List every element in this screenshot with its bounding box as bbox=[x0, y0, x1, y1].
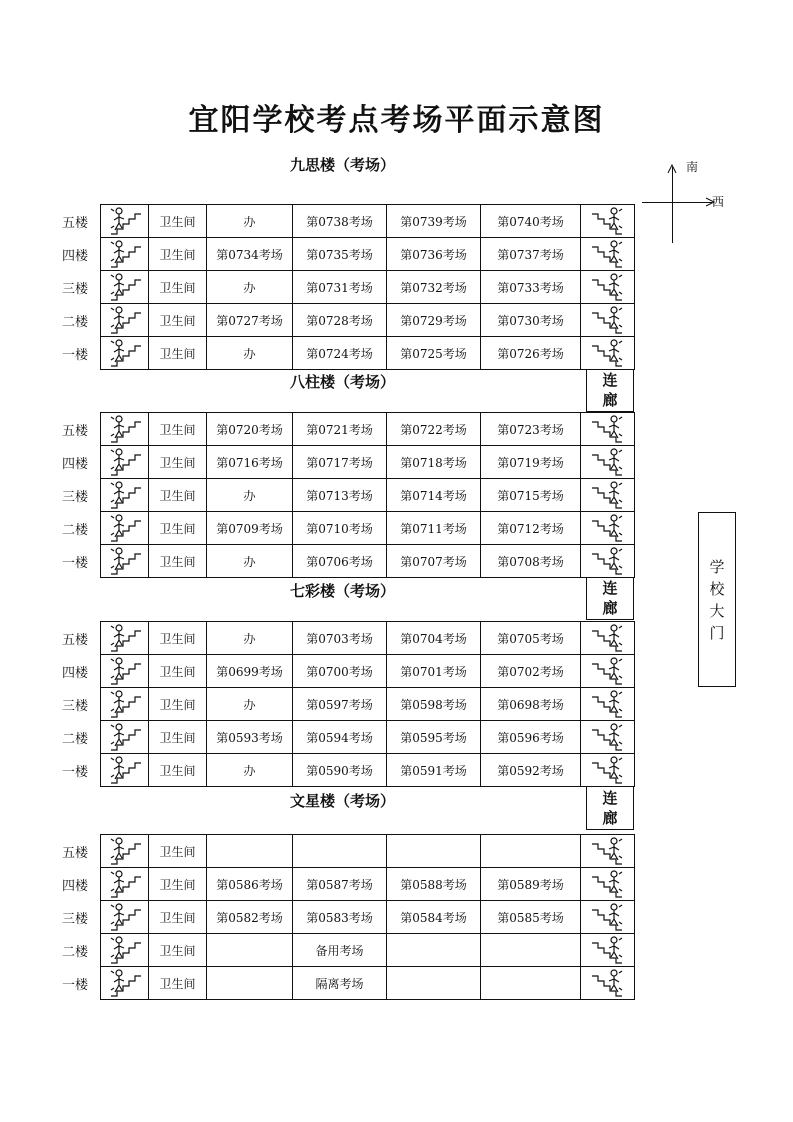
table-row bbox=[101, 337, 635, 370]
restroom-cell: 卫生间 bbox=[149, 868, 207, 901]
building-name: 八柱楼（考场） bbox=[289, 373, 395, 391]
room-cell: 办 bbox=[207, 205, 293, 238]
stairs-icon bbox=[581, 413, 635, 446]
room-cell: 第0701考场 bbox=[387, 655, 481, 688]
stairs-icon bbox=[581, 545, 635, 578]
floor-label: 五楼 bbox=[62, 424, 89, 439]
room-cell: 第0710考场 bbox=[293, 512, 387, 545]
room-cell: 第0584考场 bbox=[387, 901, 481, 934]
restroom-cell: 卫生间 bbox=[149, 337, 207, 370]
stairs-icon bbox=[581, 337, 635, 370]
stairs-icon bbox=[101, 337, 149, 370]
room-cell bbox=[481, 835, 581, 868]
room-cell: 第0585考场 bbox=[481, 901, 581, 934]
room-cell: 第0583考场 bbox=[293, 901, 387, 934]
stairs-icon bbox=[101, 754, 149, 787]
restroom-cell: 卫生间 bbox=[149, 479, 207, 512]
table-row bbox=[101, 205, 635, 238]
room-cell: 第0730考场 bbox=[481, 304, 581, 337]
room-cell: 第0589考场 bbox=[481, 868, 581, 901]
stairs-icon bbox=[101, 238, 149, 271]
restroom-cell: 卫生间 bbox=[149, 238, 207, 271]
table-row bbox=[101, 754, 635, 787]
room-cell: 第0586考场 bbox=[207, 868, 293, 901]
corridor-char: 廊 bbox=[602, 391, 618, 409]
stairs-icon bbox=[581, 512, 635, 545]
corridor-char: 廊 bbox=[602, 599, 618, 617]
room-cell: 第0725考场 bbox=[387, 337, 481, 370]
floor-label: 三楼 bbox=[62, 490, 89, 505]
stairs-icon bbox=[581, 721, 635, 754]
floor-label: 四楼 bbox=[62, 457, 89, 472]
floor-label: 五楼 bbox=[62, 633, 89, 648]
room-cell: 办 bbox=[207, 271, 293, 304]
room-cell: 第0707考场 bbox=[387, 545, 481, 578]
room-cell: 隔离考场 bbox=[293, 967, 387, 1000]
room-cell: 第0724考场 bbox=[293, 337, 387, 370]
floor-label: 四楼 bbox=[62, 879, 89, 894]
room-cell bbox=[387, 967, 481, 1000]
restroom-cell: 卫生间 bbox=[149, 413, 207, 446]
room-cell: 第0700考场 bbox=[293, 655, 387, 688]
restroom-cell: 卫生间 bbox=[149, 512, 207, 545]
room-cell: 第0736考场 bbox=[387, 238, 481, 271]
gate-char: 校 bbox=[709, 579, 725, 598]
table-row bbox=[101, 545, 635, 578]
stairs-icon bbox=[101, 721, 149, 754]
room-cell: 第0713考场 bbox=[293, 479, 387, 512]
room-cell: 第0711考场 bbox=[387, 512, 481, 545]
table-row bbox=[101, 446, 635, 479]
stairs-icon bbox=[581, 446, 635, 479]
table-row bbox=[101, 868, 635, 901]
room-cell: 第0591考场 bbox=[387, 754, 481, 787]
floor-label: 二楼 bbox=[62, 523, 89, 538]
room-cell bbox=[387, 835, 481, 868]
restroom-cell: 卫生间 bbox=[149, 205, 207, 238]
room-cell: 办 bbox=[207, 688, 293, 721]
stairs-icon bbox=[581, 754, 635, 787]
compass-east-label: 西 bbox=[712, 195, 725, 209]
stairs-icon bbox=[101, 479, 149, 512]
room-cell: 第0735考场 bbox=[293, 238, 387, 271]
room-cell: 第0709考场 bbox=[207, 512, 293, 545]
restroom-cell: 卫生间 bbox=[149, 271, 207, 304]
table-row bbox=[101, 967, 635, 1000]
stairs-icon bbox=[101, 835, 149, 868]
table-row bbox=[101, 901, 635, 934]
corridor-label bbox=[586, 577, 634, 620]
floor-label: 二楼 bbox=[62, 945, 89, 960]
stairs-icon bbox=[581, 205, 635, 238]
floor-label: 五楼 bbox=[62, 216, 89, 231]
room-cell: 办 bbox=[207, 622, 293, 655]
room-cell: 第0722考场 bbox=[387, 413, 481, 446]
floor-label: 四楼 bbox=[62, 249, 89, 264]
room-cell: 第0720考场 bbox=[207, 413, 293, 446]
room-cell: 第0739考场 bbox=[387, 205, 481, 238]
room-cell: 第0729考场 bbox=[387, 304, 481, 337]
corridor-label bbox=[586, 787, 634, 830]
restroom-cell: 卫生间 bbox=[149, 446, 207, 479]
room-cell: 第0718考场 bbox=[387, 446, 481, 479]
restroom-cell: 卫生间 bbox=[149, 967, 207, 1000]
room-cell: 备用考场 bbox=[293, 934, 387, 967]
compass-north-label: 南 bbox=[686, 160, 699, 174]
stairs-icon bbox=[101, 205, 149, 238]
restroom-cell: 卫生间 bbox=[149, 934, 207, 967]
stairs-icon bbox=[101, 304, 149, 337]
stairs-icon bbox=[581, 655, 635, 688]
building-floor-table bbox=[100, 621, 635, 787]
room-cell: 第0733考场 bbox=[481, 271, 581, 304]
restroom-cell: 卫生间 bbox=[149, 545, 207, 578]
room-cell bbox=[387, 934, 481, 967]
restroom-cell: 卫生间 bbox=[149, 754, 207, 787]
room-cell: 第0712考场 bbox=[481, 512, 581, 545]
building-name: 文星楼（考场） bbox=[289, 792, 395, 810]
stairs-icon bbox=[581, 479, 635, 512]
restroom-cell: 卫生间 bbox=[149, 622, 207, 655]
stairs-icon bbox=[101, 413, 149, 446]
gate-char: 大 bbox=[709, 601, 725, 620]
room-cell: 第0704考场 bbox=[387, 622, 481, 655]
room-cell: 第0732考场 bbox=[387, 271, 481, 304]
room-cell: 第0594考场 bbox=[293, 721, 387, 754]
restroom-cell: 卫生间 bbox=[149, 835, 207, 868]
floor-label: 一楼 bbox=[62, 765, 89, 780]
room-cell: 第0721考场 bbox=[293, 413, 387, 446]
room-cell: 办 bbox=[207, 754, 293, 787]
stairs-icon bbox=[581, 901, 635, 934]
room-cell: 第0719考场 bbox=[481, 446, 581, 479]
stairs-icon bbox=[101, 446, 149, 479]
room-cell: 第0593考场 bbox=[207, 721, 293, 754]
room-cell: 办 bbox=[207, 337, 293, 370]
floor-label: 四楼 bbox=[62, 666, 89, 681]
floor-label: 三楼 bbox=[62, 699, 89, 714]
room-cell: 第0731考场 bbox=[293, 271, 387, 304]
stairs-icon bbox=[101, 271, 149, 304]
school-gate bbox=[698, 512, 736, 687]
stairs-icon bbox=[581, 622, 635, 655]
page-title: 宜阳学校考点考场平面示意图 bbox=[188, 103, 605, 138]
table-row bbox=[101, 622, 635, 655]
table-row bbox=[101, 413, 635, 446]
room-cell: 第0702考场 bbox=[481, 655, 581, 688]
stairs-icon bbox=[101, 688, 149, 721]
stairs-icon bbox=[581, 835, 635, 868]
room-cell: 第0595考场 bbox=[387, 721, 481, 754]
room-cell: 第0592考场 bbox=[481, 754, 581, 787]
room-cell: 第0727考场 bbox=[207, 304, 293, 337]
room-cell: 第0708考场 bbox=[481, 545, 581, 578]
gate-char: 学 bbox=[709, 557, 725, 576]
building-floor-table bbox=[100, 834, 635, 1000]
room-cell: 第0737考场 bbox=[481, 238, 581, 271]
table-row bbox=[101, 655, 635, 688]
corridor-char: 廊 bbox=[602, 809, 618, 827]
table-row bbox=[101, 304, 635, 337]
room-cell: 第0596考场 bbox=[481, 721, 581, 754]
stairs-icon bbox=[581, 238, 635, 271]
room-cell: 第0590考场 bbox=[293, 754, 387, 787]
room-cell: 第0698考场 bbox=[481, 688, 581, 721]
stairs-icon bbox=[581, 934, 635, 967]
room-cell bbox=[481, 934, 581, 967]
stairs-icon bbox=[581, 271, 635, 304]
table-row bbox=[101, 238, 635, 271]
room-cell: 办 bbox=[207, 545, 293, 578]
stairs-icon bbox=[581, 967, 635, 1000]
compass bbox=[640, 155, 730, 245]
room-cell: 第0588考场 bbox=[387, 868, 481, 901]
stairs-icon bbox=[581, 688, 635, 721]
room-cell bbox=[207, 835, 293, 868]
building-floor-table bbox=[100, 412, 635, 578]
floor-label: 一楼 bbox=[62, 978, 89, 993]
room-cell: 第0714考场 bbox=[387, 479, 481, 512]
stairs-icon bbox=[101, 868, 149, 901]
building-name: 七彩楼（考场） bbox=[289, 582, 395, 600]
room-cell: 第0740考场 bbox=[481, 205, 581, 238]
room-cell: 第0705考场 bbox=[481, 622, 581, 655]
restroom-cell: 卫生间 bbox=[149, 688, 207, 721]
corridor-char: 连 bbox=[602, 579, 618, 597]
room-cell: 第0728考场 bbox=[293, 304, 387, 337]
room-cell: 第0726考场 bbox=[481, 337, 581, 370]
room-cell: 第0716考场 bbox=[207, 446, 293, 479]
room-cell bbox=[293, 835, 387, 868]
table-row bbox=[101, 721, 635, 754]
floor-label: 二楼 bbox=[62, 732, 89, 747]
stairs-icon bbox=[581, 304, 635, 337]
room-cell: 第0582考场 bbox=[207, 901, 293, 934]
gate-char: 门 bbox=[709, 623, 725, 642]
room-cell: 第0703考场 bbox=[293, 622, 387, 655]
table-row bbox=[101, 512, 635, 545]
room-cell bbox=[481, 967, 581, 1000]
stairs-icon bbox=[581, 868, 635, 901]
room-cell: 第0598考场 bbox=[387, 688, 481, 721]
table-row bbox=[101, 271, 635, 304]
room-cell: 第0723考场 bbox=[481, 413, 581, 446]
floor-label: 一楼 bbox=[62, 348, 89, 363]
room-cell: 第0715考场 bbox=[481, 479, 581, 512]
corridor-label bbox=[586, 369, 634, 412]
table-row bbox=[101, 479, 635, 512]
table-row bbox=[101, 835, 635, 868]
floor-label: 三楼 bbox=[62, 912, 89, 927]
floor-label: 五楼 bbox=[62, 846, 89, 861]
room-cell: 第0717考场 bbox=[293, 446, 387, 479]
corridor-char: 连 bbox=[602, 371, 618, 389]
room-cell bbox=[207, 967, 293, 1000]
room-cell: 第0587考场 bbox=[293, 868, 387, 901]
floor-label: 一楼 bbox=[62, 556, 89, 571]
stairs-icon bbox=[101, 655, 149, 688]
stairs-icon bbox=[101, 622, 149, 655]
stairs-icon bbox=[101, 901, 149, 934]
corridor-char: 连 bbox=[602, 789, 618, 807]
room-cell: 第0734考场 bbox=[207, 238, 293, 271]
floor-label: 三楼 bbox=[62, 282, 89, 297]
room-cell: 第0738考场 bbox=[293, 205, 387, 238]
stairs-icon bbox=[101, 967, 149, 1000]
restroom-cell: 卫生间 bbox=[149, 721, 207, 754]
restroom-cell: 卫生间 bbox=[149, 901, 207, 934]
room-cell: 办 bbox=[207, 479, 293, 512]
building-floor-table bbox=[100, 204, 635, 370]
building-name: 九思楼（考场） bbox=[289, 156, 395, 174]
stairs-icon bbox=[101, 934, 149, 967]
room-cell: 第0597考场 bbox=[293, 688, 387, 721]
restroom-cell: 卫生间 bbox=[149, 304, 207, 337]
stairs-icon bbox=[101, 512, 149, 545]
restroom-cell: 卫生间 bbox=[149, 655, 207, 688]
table-row bbox=[101, 934, 635, 967]
table-row bbox=[101, 688, 635, 721]
room-cell: 第0706考场 bbox=[293, 545, 387, 578]
floor-label: 二楼 bbox=[62, 315, 89, 330]
room-cell: 第0699考场 bbox=[207, 655, 293, 688]
room-cell bbox=[207, 934, 293, 967]
stairs-icon bbox=[101, 545, 149, 578]
